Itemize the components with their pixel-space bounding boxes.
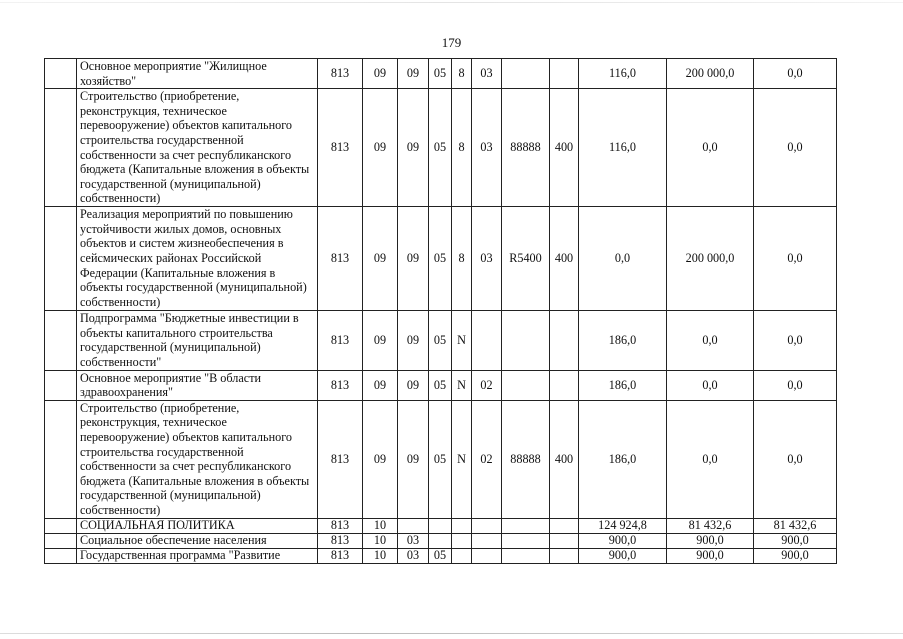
value-3: 0,0	[754, 207, 837, 311]
value-3: 81 432,6	[754, 518, 837, 533]
code-p4	[502, 548, 550, 563]
code-gr: 813	[318, 518, 363, 533]
row-name: Основное мероприятие "Жилищное хозяйство"	[77, 59, 318, 89]
scan-bottom-edge	[0, 633, 903, 634]
table-row	[45, 548, 837, 563]
code-p3: 03	[472, 89, 502, 207]
value-1: 186,0	[579, 311, 667, 370]
row-name: СОЦИАЛЬНАЯ ПОЛИТИКА	[77, 518, 318, 533]
value-1: 116,0	[579, 89, 667, 207]
row-name: Подпрограмма "Бюджетные инвестиции в объекты капитального строительства государственной (муниципальной) собственности"	[77, 311, 318, 370]
row-margin-cell	[45, 207, 77, 311]
row-margin-cell	[45, 89, 77, 207]
code-rz: 09	[363, 59, 398, 89]
code-p3: 03	[472, 59, 502, 89]
code-vr: 400	[550, 89, 579, 207]
table-row	[45, 533, 837, 548]
code-rz: 09	[363, 311, 398, 370]
code-vr	[550, 370, 579, 400]
code-pr: 09	[398, 59, 429, 89]
value-2: 0,0	[667, 400, 754, 518]
code-p4	[502, 59, 550, 89]
table-row	[45, 89, 837, 207]
value-1: 0,0	[579, 207, 667, 311]
code-gr: 813	[318, 207, 363, 311]
code-pr	[398, 518, 429, 533]
row-margin-cell	[45, 518, 77, 533]
row-margin-cell	[45, 311, 77, 370]
budget-table	[44, 58, 837, 564]
row-name: Государственная программа "Развитие	[77, 548, 318, 563]
code-p1: 05	[429, 207, 452, 311]
value-1: 124 924,8	[579, 518, 667, 533]
code-p1	[429, 533, 452, 548]
code-p3	[472, 518, 502, 533]
code-rz: 10	[363, 533, 398, 548]
code-p3	[472, 548, 502, 563]
code-gr: 813	[318, 89, 363, 207]
row-name: Основное мероприятие "В области здравоохранения"	[77, 370, 318, 400]
code-gr: 813	[318, 59, 363, 89]
table-row	[45, 59, 837, 89]
code-gr: 813	[318, 400, 363, 518]
code-pr: 09	[398, 89, 429, 207]
code-p4	[502, 518, 550, 533]
code-p4	[502, 370, 550, 400]
code-p4: R5400	[502, 207, 550, 311]
code-p3: 03	[472, 207, 502, 311]
code-rz: 09	[363, 400, 398, 518]
code-pr: 09	[398, 400, 429, 518]
code-p1: 05	[429, 370, 452, 400]
code-p3: 02	[472, 400, 502, 518]
code-p1: 05	[429, 59, 452, 89]
code-p1: 05	[429, 89, 452, 207]
scan-top-edge	[0, 2, 903, 3]
code-gr: 813	[318, 548, 363, 563]
code-p1	[429, 518, 452, 533]
value-2: 200 000,0	[667, 59, 754, 89]
table-row	[45, 370, 837, 400]
page-number: 179	[441, 35, 462, 50]
code-pr: 03	[398, 533, 429, 548]
code-p2	[452, 518, 472, 533]
code-pr: 03	[398, 548, 429, 563]
code-p3: 02	[472, 370, 502, 400]
row-margin-cell	[45, 400, 77, 518]
value-2: 0,0	[667, 89, 754, 207]
row-name: Реализация мероприятий по повышению устойчивости жилых домов, основных объектов и систем жизнеобеспечения в сейсмических районах Российской Федерации (Капитальные вложения в объекты государственной (муниципальной) собственности)	[77, 207, 318, 311]
code-vr	[550, 518, 579, 533]
code-p2: N	[452, 400, 472, 518]
row-margin-cell	[45, 59, 77, 89]
code-vr	[550, 59, 579, 89]
code-p2: 8	[452, 89, 472, 207]
code-vr	[550, 533, 579, 548]
code-p1: 05	[429, 400, 452, 518]
row-margin-cell	[45, 533, 77, 548]
code-gr: 813	[318, 311, 363, 370]
value-1: 116,0	[579, 59, 667, 89]
code-p1: 05	[429, 548, 452, 563]
code-p4	[502, 533, 550, 548]
row-margin-cell	[45, 548, 77, 563]
code-p4: 88888	[502, 400, 550, 518]
value-1: 186,0	[579, 400, 667, 518]
code-p4	[502, 311, 550, 370]
value-3: 0,0	[754, 89, 837, 207]
value-2: 900,0	[667, 548, 754, 563]
value-1: 186,0	[579, 370, 667, 400]
row-name: Строительство (приобретение, реконструкция, техническое перевооружение) объектов капитального строительства государственной собственности за счет республиканского бюджета (Капитальные вложения в объекты государственной (муниципальной) собственности)	[77, 89, 318, 207]
code-pr: 09	[398, 207, 429, 311]
code-rz: 10	[363, 548, 398, 563]
code-gr: 813	[318, 533, 363, 548]
code-p2: 8	[452, 59, 472, 89]
value-3: 0,0	[754, 370, 837, 400]
value-2: 200 000,0	[667, 207, 754, 311]
code-vr: 400	[550, 207, 579, 311]
code-vr	[550, 548, 579, 563]
code-p1: 05	[429, 311, 452, 370]
code-rz: 10	[363, 518, 398, 533]
code-rz: 09	[363, 370, 398, 400]
code-p3	[472, 311, 502, 370]
value-3: 900,0	[754, 548, 837, 563]
code-p2: N	[452, 311, 472, 370]
table-row	[45, 518, 837, 533]
code-p4: 88888	[502, 89, 550, 207]
value-3: 0,0	[754, 400, 837, 518]
code-p2: N	[452, 370, 472, 400]
code-gr: 813	[318, 370, 363, 400]
code-rz: 09	[363, 89, 398, 207]
value-2: 0,0	[667, 311, 754, 370]
code-vr	[550, 311, 579, 370]
value-2: 900,0	[667, 533, 754, 548]
table-row	[45, 207, 837, 311]
code-p3	[472, 533, 502, 548]
row-margin-cell	[45, 370, 77, 400]
value-3: 0,0	[754, 59, 837, 89]
row-name: Строительство (приобретение, реконструкция, техническое перевооружение) объектов капитального строительства государственной собственности за счет республиканского бюджета (Капитальные вложения в объекты государственной (муниципальной) собственности)	[77, 400, 318, 518]
value-3: 900,0	[754, 533, 837, 548]
value-2: 81 432,6	[667, 518, 754, 533]
code-rz: 09	[363, 207, 398, 311]
value-1: 900,0	[579, 533, 667, 548]
code-p2	[452, 548, 472, 563]
value-3: 0,0	[754, 311, 837, 370]
value-1: 900,0	[579, 548, 667, 563]
row-name: Социальное обеспечение населения	[77, 533, 318, 548]
table-row	[45, 311, 837, 370]
code-vr: 400	[550, 400, 579, 518]
value-2: 0,0	[667, 370, 754, 400]
code-pr: 09	[398, 370, 429, 400]
code-p2: 8	[452, 207, 472, 311]
table-row	[45, 400, 837, 518]
code-pr: 09	[398, 311, 429, 370]
code-p2	[452, 533, 472, 548]
